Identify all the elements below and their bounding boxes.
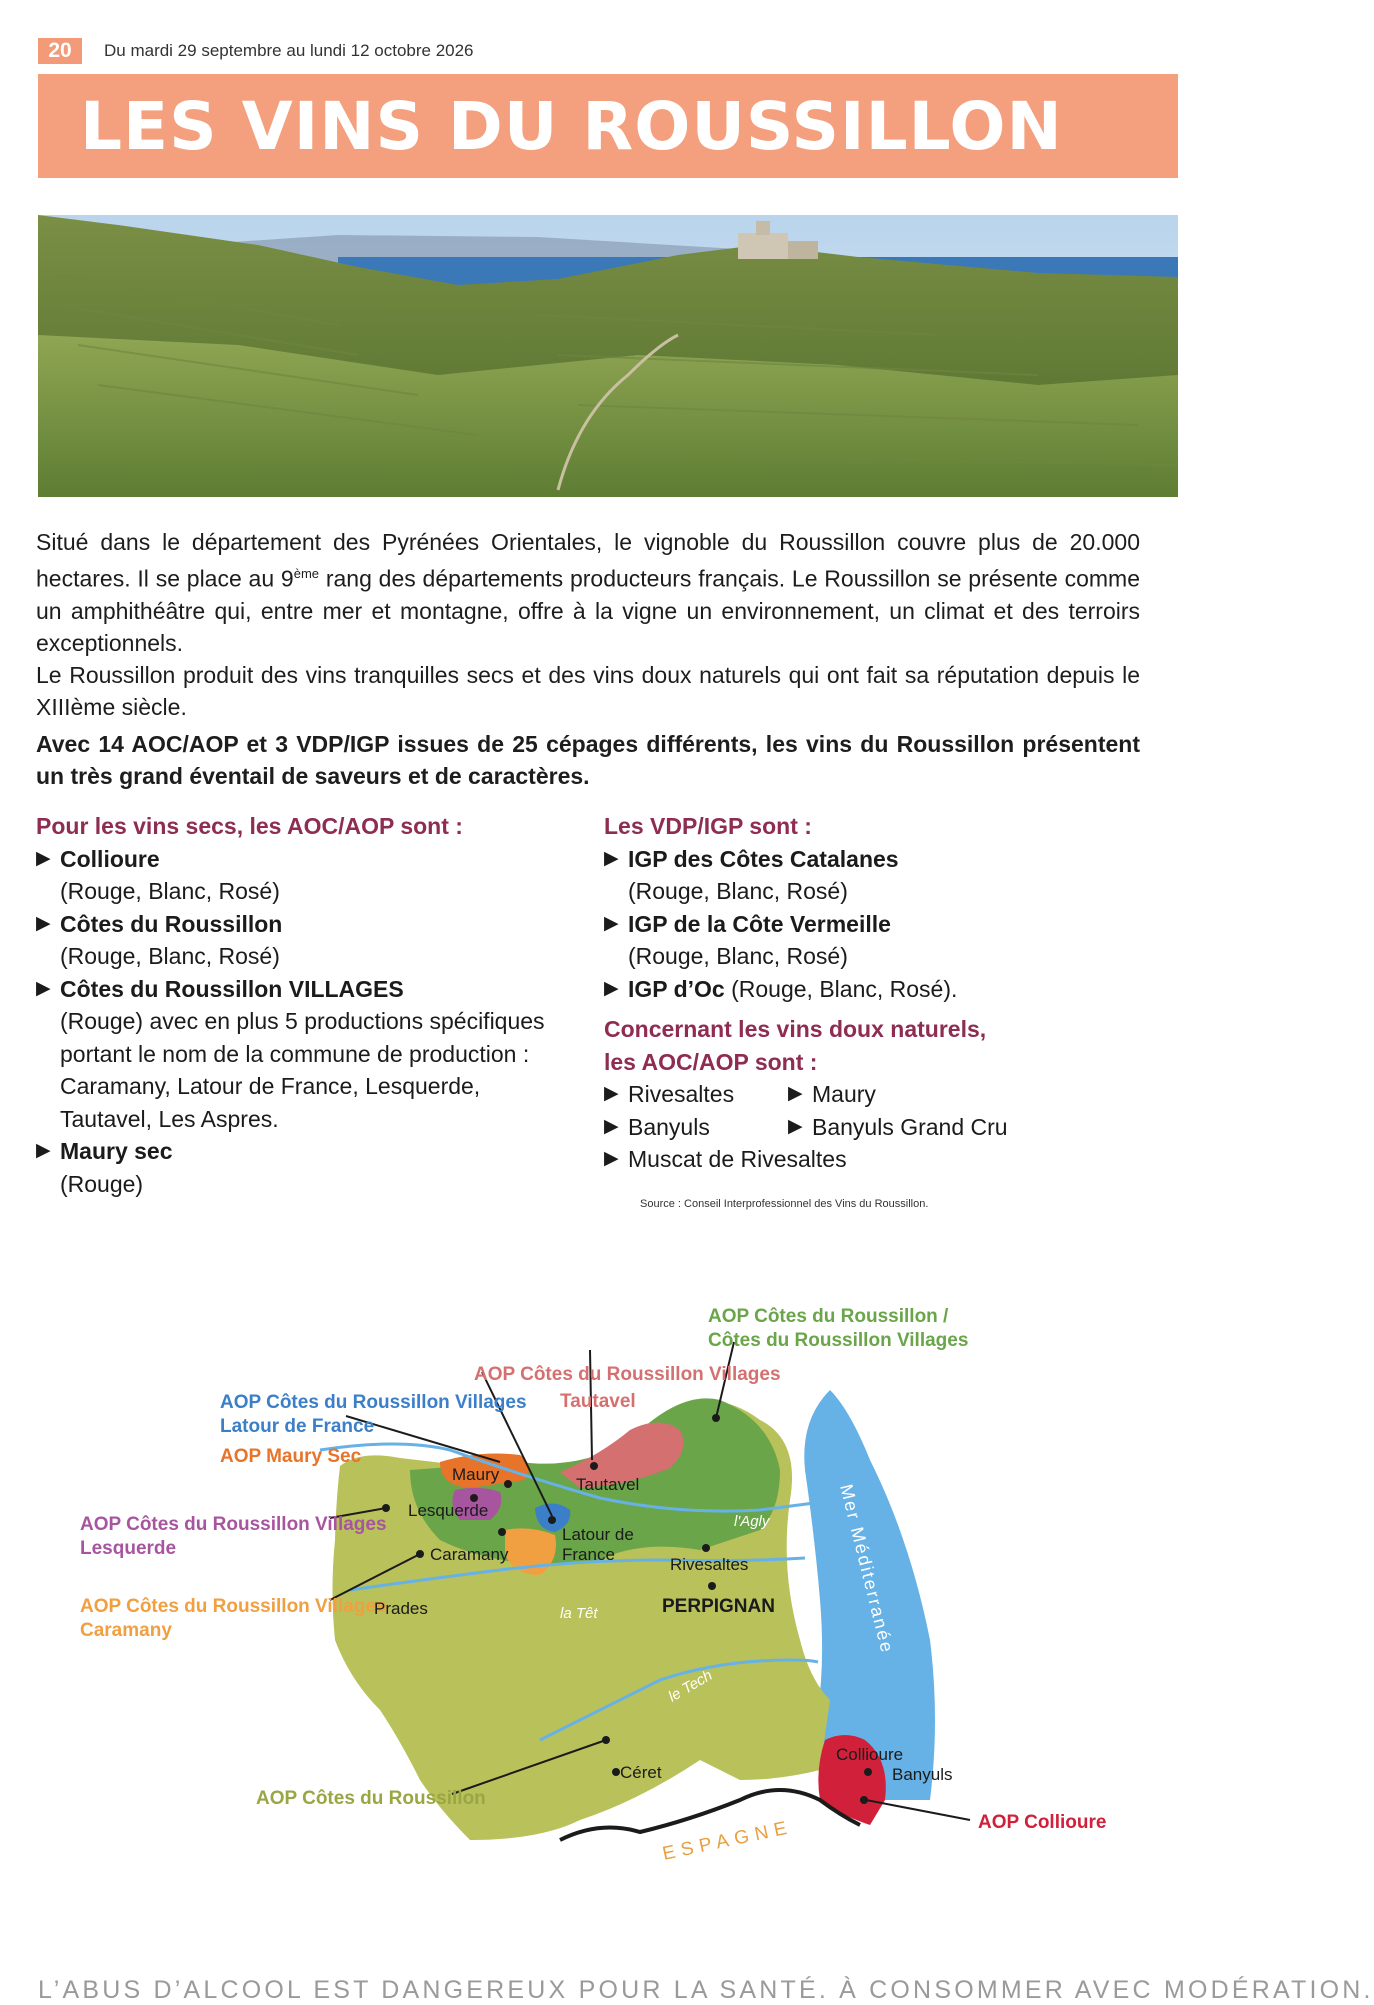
- dry-wines-heading: Pour les vins secs, les AOC/AOP sont :: [36, 813, 463, 839]
- sweet-wines-heading-line1: Concernant les vins doux naturels,: [604, 1016, 987, 1042]
- town-dot-caramany: [498, 1528, 506, 1536]
- place-rivesaltes: Rivesaltes: [670, 1555, 749, 1574]
- triangle-bullet-icon: ▶: [604, 1148, 619, 1169]
- triangle-bullet-icon: ▶: [788, 1083, 803, 1104]
- triangle-bullet-icon: ▶: [604, 912, 619, 934]
- label-tautavel-line1: AOP Côtes du Roussillon Villages: [474, 1364, 781, 1385]
- town-dot-rivesaltes: [702, 1544, 710, 1552]
- place-latour-line2: France: [562, 1545, 615, 1564]
- title-banner: [38, 74, 1178, 178]
- town-dot-latour: [548, 1516, 556, 1524]
- place-banyuls: Banyuls: [892, 1765, 953, 1784]
- list-item-detail: (Rouge, Blanc, Rosé): [628, 943, 848, 969]
- label-lesquerde-line1: AOP Côtes du Roussillon Villages: [80, 1514, 387, 1535]
- place-tautavel: Tautavel: [576, 1475, 640, 1494]
- triangle-bullet-icon: ▶: [788, 1115, 803, 1137]
- list-item: ▶ Maury sec: [36, 1135, 596, 1168]
- intro-paragraph-2: Le Roussillon produit des vins tranquilles secs et des vins doux naturels qui ont fait sa réputation depuis le XIIIème siècle.: [36, 661, 1140, 720]
- triangle-bullet-icon: ▶: [604, 847, 619, 869]
- place-collioure: Collioure: [836, 1745, 904, 1764]
- triangle-bullet-icon: ▶: [36, 977, 51, 999]
- label-cdr-villages-line1: AOP Côtes du Roussillon /: [708, 1306, 949, 1327]
- source-note: Source : Conseil Interprofessionnel des Vins du Roussillon.: [640, 1198, 929, 1210]
- place-prades: Prades: [374, 1599, 428, 1618]
- vineyard-photo: [38, 215, 1178, 497]
- list-item-detail: (Rouge): [60, 1170, 144, 1197]
- igp-heading: Les VDP/IGP sont :: [604, 813, 812, 839]
- place-perpignan: PERPIGNAN: [662, 1596, 775, 1617]
- intro-bold-statement: Avec 14 AOC/AOP et 3 VDP/IGP issues de 25 cépages différents, les vins du Roussillon présentent un très grand éventail de saveurs et de caractères.: [36, 731, 1140, 789]
- list-item: ▶ Banyuls ▶ Banyuls Grand Cru: [604, 1111, 1164, 1144]
- list-item: ▶ IGP de la Côte Vermeille: [604, 908, 1164, 941]
- triangle-bullet-icon: ▶: [604, 1115, 619, 1137]
- intro-text: Situé dans le département des Pyrénées Orientales, le vignoble du Roussillon couvre plus de 20.000 hectares. Il se place au 9ème rang des départements producteurs français. Le Roussillon se présente comme un amphithéâtre qui, entre mer et montagne, offre à la vigne un environnement, un climat et des terroirs exceptionnels. Le Roussillon produit des vins tranquilles secs et des vins doux naturels qui ont fait sa réputation depuis le XIIIème siècle.: [36, 526, 1140, 723]
- triangle-bullet-icon: ▶: [36, 847, 51, 869]
- town-dot-collioure: [864, 1768, 872, 1776]
- list-item: ▶ Collioure: [36, 843, 596, 876]
- triangle-bullet-icon: ▶: [36, 1140, 51, 1161]
- list-item-detail: (Rouge) avec en plus 5 productions spécifiques portant le nom de la commune de production : Caramany, Latour de France, Lesquerde, Tautavel, Les Aspres.: [60, 1008, 545, 1132]
- label-cdr-villages-line2: Côtes du Roussillon Villages: [708, 1330, 969, 1351]
- label-lesquerde-line2: Lesquerde: [80, 1538, 177, 1559]
- place-caramany: Caramany: [430, 1545, 509, 1564]
- list-item: ▶ IGP d’Oc (Rouge, Blanc, Rosé).: [604, 973, 1164, 1006]
- igp-list: [604, 810, 1164, 1176]
- river-label-tech: le Tech: [665, 1666, 716, 1706]
- list-item-detail: (Rouge, Blanc, Rosé): [60, 878, 280, 904]
- health-warning: L’ABUS D’ALCOOL EST DANGEREUX POUR LA SANTÉ. À CONSOMMER AVEC MODÉRATION.: [38, 1976, 1374, 2004]
- town-dot-maury: [504, 1480, 512, 1488]
- border-label: ESPAGNE: [660, 1816, 795, 1865]
- wine-region-map: [0, 1240, 1178, 1880]
- label-latour-line2: Latour de France: [220, 1416, 375, 1437]
- place-maury: Maury: [452, 1465, 500, 1484]
- page-number: 20: [38, 38, 82, 64]
- label-maury-sec: AOP Maury Sec: [220, 1446, 362, 1467]
- list-item: ▶ Muscat de Rivesaltes: [604, 1143, 1164, 1176]
- leader-collioure: [866, 1800, 970, 1820]
- page-title: LES VINS DU ROUSSILLON: [80, 88, 1063, 165]
- sweet-wines-heading-line2: les AOC/AOP sont :: [604, 1048, 818, 1075]
- sea-label: Mer Méditerranée: [836, 1482, 898, 1656]
- list-item: ▶ Rivesaltes ▶ Maury: [604, 1078, 1164, 1111]
- river-label-tet: la Têt: [560, 1605, 598, 1622]
- label-caramany-line1: AOP Côtes du Roussillon Villages: [80, 1596, 387, 1617]
- label-latour-line1: AOP Côtes du Roussillon Villages: [220, 1392, 527, 1413]
- place-latour-line1: Latour de: [562, 1525, 634, 1544]
- dry-wines-list: [36, 810, 596, 1200]
- river-label-agly: l'Agly: [734, 1513, 770, 1530]
- town-dot-ceret: [612, 1768, 620, 1776]
- town-dot-perpignan: [708, 1582, 716, 1590]
- triangle-bullet-icon: ▶: [604, 977, 619, 999]
- town-dot-tautavel: [590, 1462, 598, 1470]
- list-item-detail: (Rouge, Blanc, Rosé): [628, 878, 848, 904]
- list-item: ▶ Côtes du Roussillon VILLAGES: [36, 973, 596, 1006]
- label-caramany-line2: Caramany: [80, 1620, 172, 1641]
- label-collioure-aop: AOP Collioure: [978, 1812, 1107, 1833]
- label-tautavel-line2: Tautavel: [560, 1391, 636, 1412]
- place-ceret: Céret: [620, 1763, 662, 1782]
- list-item: ▶ IGP des Côtes Catalanes: [604, 843, 1164, 876]
- triangle-bullet-icon: ▶: [604, 1083, 619, 1104]
- list-item: ▶ Côtes du Roussillon: [36, 908, 596, 941]
- date-range: Du mardi 29 septembre au lundi 12 octobre 2026: [104, 41, 474, 60]
- label-cdr: AOP Côtes du Roussillon: [256, 1788, 486, 1809]
- triangle-bullet-icon: ▶: [36, 912, 51, 934]
- list-item-detail: (Rouge, Blanc, Rosé): [60, 943, 280, 969]
- place-lesquerde: Lesquerde: [408, 1501, 489, 1520]
